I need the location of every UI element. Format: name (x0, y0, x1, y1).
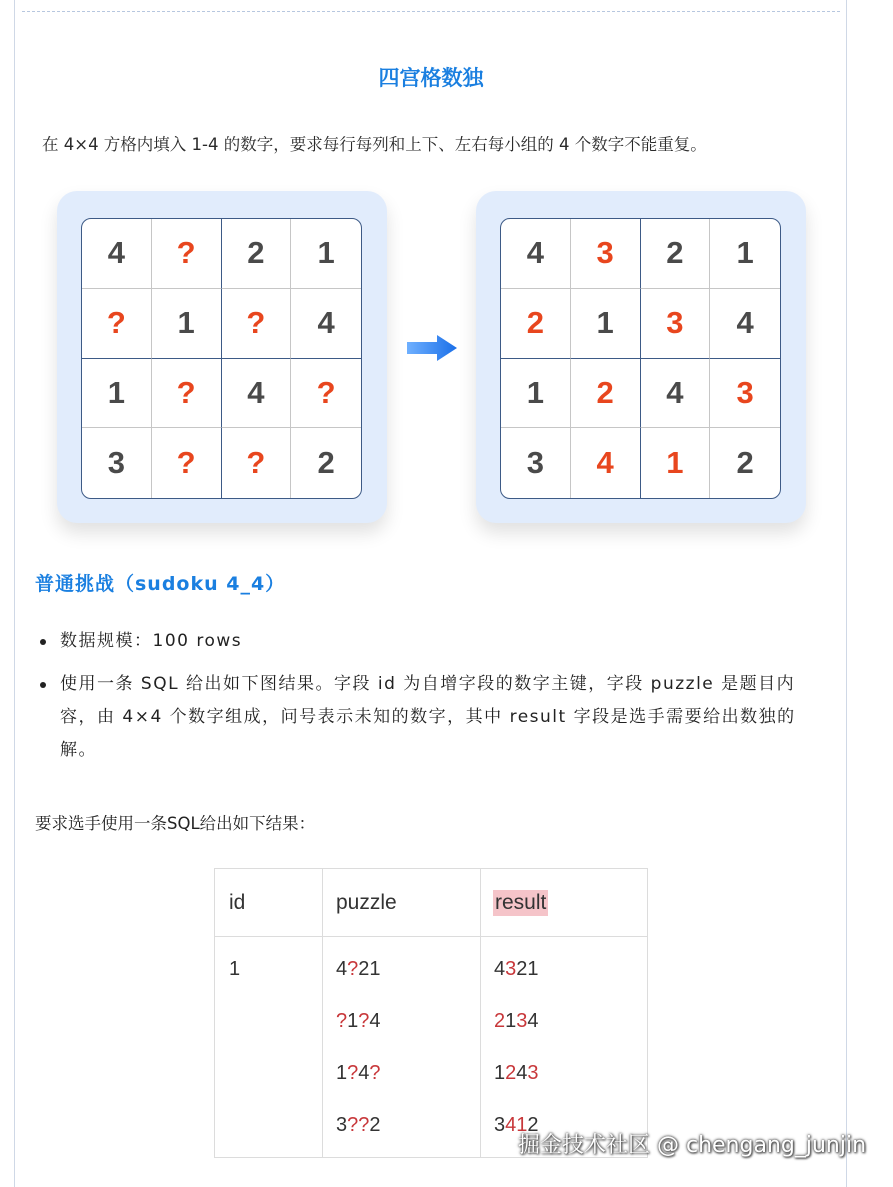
table-cell-puzzle (336, 943, 381, 1151)
intro-text: 在 4×4 方格内填入 1-4 的数字，要求每行每列和上下、左右每小组的 4 个数字不能重复。 (42, 135, 707, 154)
table-char: 3 (505, 958, 517, 980)
table-cell-result (494, 943, 539, 1151)
table-char: 3 (516, 1010, 528, 1032)
bullet-list (40, 625, 830, 767)
table-line (494, 995, 539, 1047)
grid-cell: 3 (82, 428, 152, 498)
grid-cell: 2 (501, 289, 571, 359)
grid-cell: 1 (82, 359, 152, 429)
table-char: 2 (505, 1062, 517, 1084)
section-heading: 普通挑战（sudoku 4_4） (35, 573, 286, 595)
arrow-right-icon (405, 333, 459, 363)
table-char: 2 (494, 1010, 506, 1032)
table-char: 2 (527, 1114, 539, 1136)
table-cell-id: 1 (229, 958, 241, 980)
table-char: 1 (494, 1062, 506, 1084)
table-line (336, 1099, 381, 1151)
grid-cell: 4 (501, 219, 571, 289)
table-char: ? (336, 1010, 348, 1032)
table-char: 4 (358, 1062, 370, 1084)
grid-cell: 2 (641, 219, 711, 289)
table-char: 3 (527, 1062, 539, 1084)
table-char: ? (347, 1062, 359, 1084)
grid-cell: 1 (501, 359, 571, 429)
grid-cell: 4 (222, 359, 292, 429)
table-char: ? (358, 1114, 370, 1136)
grid-cell: 3 (501, 428, 571, 498)
grid-cell: ? (291, 359, 361, 429)
grid-cell: 4 (710, 289, 780, 359)
grid-cell: 4 (291, 289, 361, 359)
grid-cell: 2 (571, 359, 641, 429)
grid-cell: 3 (641, 289, 711, 359)
table-line (336, 943, 381, 995)
grid-cell: 2 (222, 219, 292, 289)
table-header-id: id (229, 890, 246, 914)
table-line (336, 1047, 381, 1099)
table-char: ? (358, 1010, 370, 1032)
table-char: 4 (494, 958, 506, 980)
top-divider (22, 11, 840, 12)
table-divider (322, 869, 323, 1157)
requirement-text: 要求选手使用一条SQL给出如下结果： (35, 814, 316, 833)
table-line (494, 1047, 539, 1099)
table-char: ? (347, 1114, 359, 1136)
result-table (214, 868, 648, 1158)
solution-grid (500, 218, 781, 499)
grid-cell: 2 (317, 445, 335, 481)
table-char: 1 (527, 958, 539, 980)
table-char: ? (347, 958, 359, 980)
table-header-result (493, 869, 548, 936)
table-char: 1 (505, 1010, 517, 1032)
grid-cell: ? (152, 219, 222, 289)
puzzle-board-card (57, 191, 387, 523)
table-char: 2 (358, 958, 370, 980)
grid-cell: 3 (571, 219, 641, 289)
table-char: 2 (516, 958, 528, 980)
table-char: 2 (369, 1114, 381, 1136)
list-item (40, 668, 830, 767)
table-char: 4 (336, 958, 348, 980)
grid-cell: ? (82, 289, 152, 359)
grid-cell: ? (222, 428, 292, 498)
table-char: 4 (505, 1114, 517, 1136)
grid-cell: 4 (571, 428, 641, 498)
bullet-dot (40, 682, 46, 688)
highlighted-header: result (495, 890, 547, 914)
grid-cell: ? (152, 359, 222, 429)
table-char: 1 (516, 1114, 528, 1136)
table-char: 4 (369, 1010, 381, 1032)
grid-cell: 4 (641, 359, 711, 429)
list-item (40, 625, 830, 658)
page-title: 四宫格数独 (378, 66, 484, 90)
table-char: 1 (336, 1062, 348, 1084)
grid-cell: 4 (82, 219, 152, 289)
table-char: ? (369, 1062, 381, 1084)
table-char: 3 (494, 1114, 506, 1136)
solution-board-card (476, 191, 806, 523)
grid-cell: 1 (152, 289, 222, 359)
grid-cell: 1 (291, 219, 361, 289)
table-char: 4 (516, 1062, 528, 1084)
watermark: 掘金技术社区 @ chengang_junjin (518, 1133, 867, 1158)
table-char: 1 (347, 1010, 359, 1032)
table-char: 1 (369, 958, 381, 980)
grid-cell: 3 (710, 359, 780, 429)
table-line (336, 995, 381, 1047)
table-divider (480, 869, 481, 1157)
table-char: 4 (527, 1010, 539, 1032)
grid-cell: 1 (571, 289, 641, 359)
grid-cell: ? (222, 289, 292, 359)
grid-cell: 1 (641, 428, 711, 498)
bullet-dot (40, 639, 46, 645)
bullet-text: 使用一条 SQL 给出如下图结果。字段 id 为自增字段的数字主键，字段 puzzle 是题目内容，由 4×4 个数字组成，问号表示未知的数字，其中 result 字段是选手需要给出数独的解。 (60, 674, 796, 760)
grid-cell: 2 (736, 445, 754, 481)
bullet-text: 数据规模：100 rows (60, 631, 243, 651)
table-divider (215, 936, 647, 937)
grid-cell: 1 (710, 219, 780, 289)
table-header-puzzle: puzzle (336, 890, 397, 914)
grid-cell: ? (152, 428, 222, 498)
table-char: 3 (336, 1114, 348, 1136)
table-line (494, 943, 539, 995)
puzzle-grid (81, 218, 362, 499)
